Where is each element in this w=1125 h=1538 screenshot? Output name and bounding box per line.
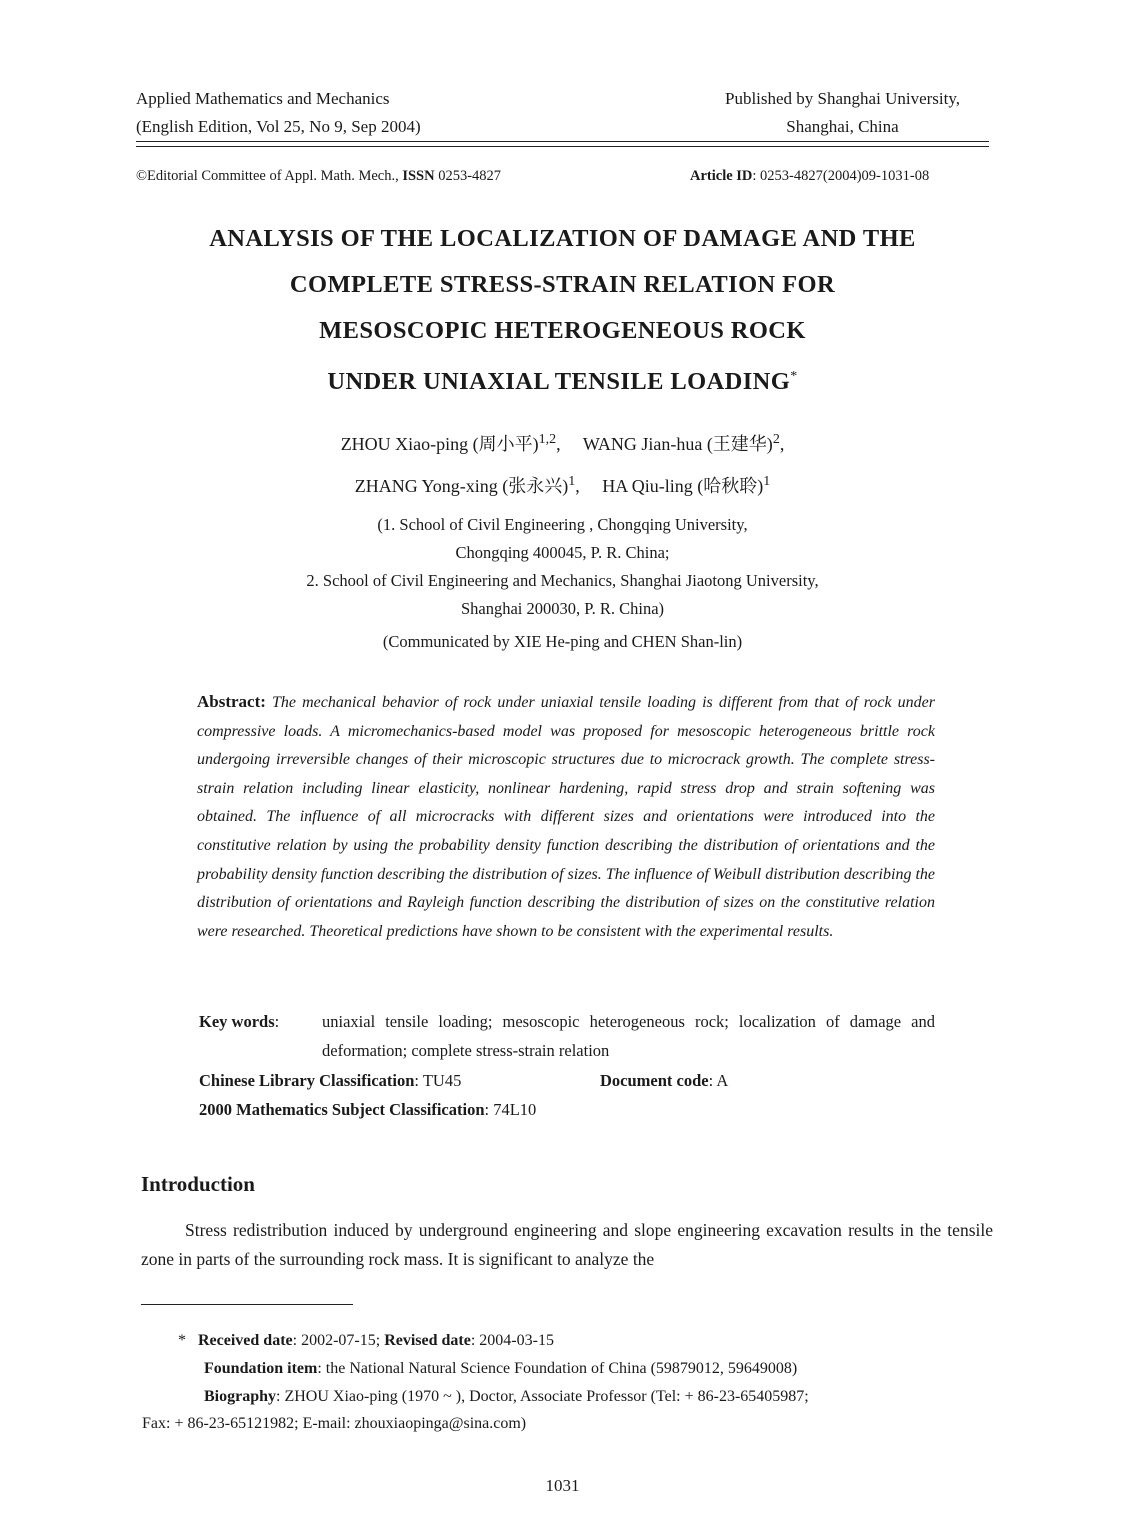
authors-line-1: ZHOU Xiao-ping (周小平)$^{1,2}$, WANG Jian-hua (王建华)$^2$, xyxy=(340,432,785,454)
received-value: : 2002-07-15; xyxy=(292,1332,385,1349)
clc-label: Chinese Library Classification xyxy=(199,1071,415,1090)
author-4-affil: 1 xyxy=(763,474,771,489)
issn-label: ISSN xyxy=(402,168,435,184)
footnote-star: * xyxy=(178,1332,186,1349)
journal-edition: (English Edition, Vol 25, No 9, Sep 2004) xyxy=(136,117,421,136)
author-2: WANG Jian-hua (王建华) xyxy=(582,434,773,454)
affiliation-2: 2. School of Civil Engineering and Mechanics, Shanghai Jiaotong University, xyxy=(306,571,819,590)
title-line-4-text: UNDER UNIAXIAL TENSILE LOADING xyxy=(327,368,791,396)
foundation-value: : the National Natural Science Foundation of China (59879012, 59649008) xyxy=(317,1360,798,1377)
communicated-by: (Communicated by XIE He-ping and CHEN Shan-lin) xyxy=(382,632,743,651)
keywords: Key words: uniaxial tensile loading; mesoscopic heterogeneous rock; localization of damage and deformation; complete stress-strain relation xyxy=(199,1007,935,1036)
revised-label: Revised date xyxy=(384,1332,471,1349)
msc-value: : 74L10 xyxy=(484,1100,537,1119)
publisher-info xyxy=(690,85,995,141)
article-id-line xyxy=(690,168,929,185)
title-line-1: ANALYSIS OF THE LOCALIZATION OF DAMAGE AND THE xyxy=(209,225,916,252)
abstract-text: The mechanical behavior of rock under uniaxial tensile loading is different from that of rock under compressive loads. A micromechanics-based model was proposed for mesoscopic heterogeneous brittle rock undergoing irreversible changes of their microscopic structures due to microcrack growth. The complete stress-strain relation including linear elasticity, nonlinear hardening, rapid stress drop and strain softening was obtained. The influence of all microcracks with different sizes and orientations were introduced into the constitutive relation by using the probability density function describing the distribution of orientations and the probability density function describing the distribution of sizes. The influence of Weibull distribution describing the distribution of orientations and Rayleigh function describing the distribution of sizes on the constitutive relation were researched. Theoretical predictions have shown to be consistent with the experimental results. xyxy=(197,694,936,940)
revised-value: : 2004-03-15 xyxy=(470,1332,554,1349)
article-id-label: Article ID xyxy=(690,168,753,184)
msc-line xyxy=(199,1100,536,1120)
affiliation-2-city: Shanghai 200030, P. R. China) xyxy=(460,599,665,618)
introduction-paragraph: Stress redistribution induced by underground engineering and slope engineering excavation results in the tensile zone in parts of the surrounding rock mass. It is significant to analyze the xyxy=(141,1220,993,1269)
publisher-location: Shanghai, China xyxy=(786,117,899,136)
journal-info xyxy=(136,85,421,141)
paper-title xyxy=(140,216,985,405)
title-line-2: COMPLETE STRESS-STRAIN RELATION FOR xyxy=(289,271,836,298)
footnote-rule xyxy=(141,1304,353,1305)
issn-value: 0253-4827 xyxy=(434,168,502,184)
authors-line-2: ZHANG Yong-xing (张永兴)$^1$, HA Qiu-ling (哈秋聆)$^1$ xyxy=(354,474,771,496)
document-code-label: Document code xyxy=(600,1071,709,1090)
footnote-contact: Fax: + 86-23-65121982; E-mail: zhouxiaopinga@sina.com) xyxy=(142,1415,527,1432)
introduction-heading: Introduction xyxy=(141,1172,255,1196)
abstract-label: Abstract xyxy=(197,692,261,711)
publisher-name: Published by Shanghai University, xyxy=(725,89,960,108)
journal-name: Applied Mathematics and Mechanics xyxy=(136,89,390,108)
document-code-value: : A xyxy=(708,1071,729,1090)
title-line-4 xyxy=(140,354,985,405)
page-number: 1031 xyxy=(545,1476,580,1495)
clc-value: : TU45 xyxy=(414,1071,462,1090)
footnote-biography xyxy=(204,1383,809,1410)
author-3: ZHANG Yong-xing (张永兴) xyxy=(354,476,569,496)
article-id-value: : 0253-4827(2004)09-1031-08 xyxy=(752,168,930,184)
affiliation-1: (1. School of Civil Engineering , Chongqing University, xyxy=(377,515,748,534)
title-line-3: MESOSCOPIC HETEROGENEOUS ROCK xyxy=(319,317,806,344)
author-4: HA Qiu-ling (哈秋聆) xyxy=(602,476,764,496)
author-1-affil: 1,2 xyxy=(538,432,557,447)
msc-label: 2000 Mathematics Subject Classification xyxy=(199,1100,485,1119)
abstract: Abstract: The mechanical behavior of rock under uniaxial tensile loading is different from that of rock under compressive loads. A micromechanics-based model was proposed for mesoscopic heterogeneous brittle rock undergoing irreversible changes of their microscopic structures due to microcrack growth. The complete stress-strain relation including linear elasticity, nonlinear hardening, rapid stress drop and strain softening was obtained. The influence of all microcracks with different sizes and orientations were introduced into the constitutive relation by using the probability density function describing the distribution of orientations and the probability density function describing the distribution of sizes. The influence of Weibull distribution describing the distribution of orientations and Rayleigh function describing the distribution of sizes on the constitutive relation were researched. Theoretical predictions have shown to be consistent with the experimental results. xyxy=(197,692,936,940)
copyright-line xyxy=(136,168,501,185)
copyright-text: ©Editorial Committee of Appl. Math. Mech., xyxy=(136,168,403,184)
author-1: ZHOU Xiao-ping (周小平) xyxy=(340,434,539,454)
clc-line xyxy=(199,1071,461,1091)
author-2-affil: 2 xyxy=(772,432,780,447)
foundation-label: Foundation item xyxy=(204,1360,318,1377)
affiliations xyxy=(140,511,985,623)
footnote-dates xyxy=(178,1327,554,1354)
affiliation-1-city: Chongqing 400045, P. R. China; xyxy=(455,543,670,562)
keywords-text: uniaxial tensile loading; mesoscopic heterogeneous rock; localization of damage and deformation; complete stress-strain relation xyxy=(322,1012,935,1060)
biography-value: : ZHOU Xiao-ping (1970 ~ ), Doctor, Associate Professor (Tel: + 86-23-65405987; xyxy=(276,1388,809,1405)
header-rule-thick xyxy=(136,141,989,142)
biography-label: Biography xyxy=(204,1388,277,1405)
header-rule-thin xyxy=(136,146,989,147)
document-code-line xyxy=(600,1071,728,1091)
title-footnote-mark: * xyxy=(790,369,798,384)
keywords-label: Key words xyxy=(199,1012,275,1031)
footnote-foundation xyxy=(204,1355,797,1382)
author-3-affil: 1 xyxy=(568,474,576,489)
received-label: Received date xyxy=(198,1332,293,1349)
